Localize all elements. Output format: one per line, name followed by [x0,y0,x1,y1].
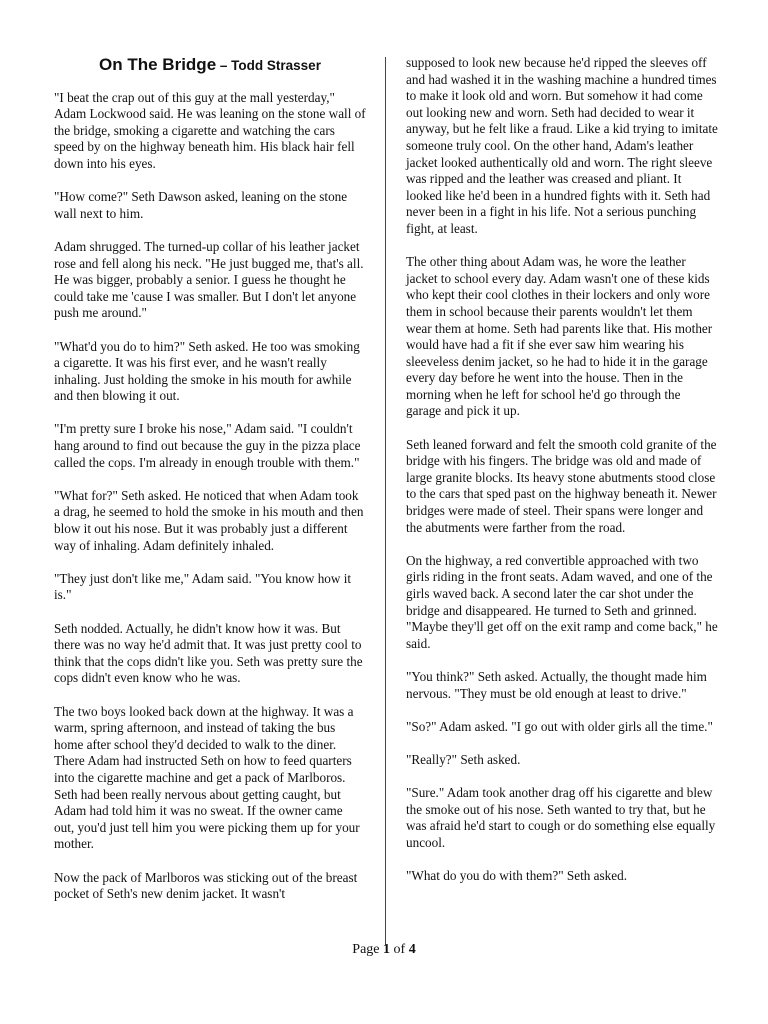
paragraph: "Sure." Adam took another drag off his cigarette and blew the smoke out of his nose. Seth wanted to try that, but he was afraid he'd start to cough or do something else equally uncool. [406,785,716,850]
story-title [54,57,366,75]
paragraph: "I'm pretty sure I broke his nose," Adam said. "I couldn't hang around to find out because the guy in the pizza place called the cops. I'm already in enough trouble with them." [54,421,361,470]
paragraph: supposed to look new because he'd ripped the sleeves off and had washed it in the washing machine a hundred times to make it look old and worn. But somehow it had come out looking new and worn. Seth had decided to wear it anyway, but he felt like a fraud. Like a kid trying to imitate someone truly cool. On the other hand, Adam's leather jacket looked authentically old and worn. The right sleeve was ripped and the leather was creased and pliant. It looked like he'd been in a hundred fights with it. Seth had never been in a fight in his life. Not a serious punching fight, at least. [406,55,718,236]
column-divider [385,57,386,945]
page-number: 1 [383,942,391,957]
page-label: Page [352,942,380,957]
paragraph: "I beat the crap out of this guy at the mall yesterday," Adam Lockwood said. He was leaning on the stone wall of the bridge, smoking a cigarette and watching the cars speed by on the highway beneath him. His black hair fell down into his eyes. [54,89,366,171]
paragraph: "What for?" Seth asked. He noticed that when Adam took a drag, he seemed to hold the smoke in his mouth and then blow it out his nose. But it was probably just a different way of inhaling. Adam definitely inhaled. [54,487,364,553]
paragraph: The two boys looked back down at the highway. It was a warm, spring afternoon, and instead of taking the bus home after school they'd decided to walk to the diner. There Adam had instructed Seth on how to feed quarters into the cigarette machine and get a pack of Marlboros. Seth had been really nervous about getting caught, but Adam had told him it was no sweat. If the owner came out, you'd just tell him you were picking them up for your mother. [54,703,360,852]
left-column [54,55,366,919]
paragraph: Now the pack of Marlboros was sticking out of the breast pocket of Seth's new denim jacket. It wasn't [54,869,358,902]
title-separator: – [216,58,232,73]
paragraph: On the highway, a red convertible approached with two girls riding in the front seats. Adam waved, and one of the girls waved back. A second later the car shot under the bridge and disappeared. He turned to Seth and grinned. "Maybe they'll get off on the exit ramp and come back," he said. [406,552,718,651]
paragraph: "Really?" Seth asked. [406,751,521,767]
paragraph: The other thing about Adam was, he wore the leather jacket to school every day. Adam wasn't one of these kids who kept their cool clothes in their lockers and only wore them in school because their parents wouldn't let them wear them at home. Seth had parents like that. His mother would have had a fit if she ever saw him wearing his sleeveless denim jacket, so he had to hide it in the garage every day before he went into the house. Then in the morning when he left for school he'd go through the garage and pick it up. [406,254,713,419]
paragraph: Seth nodded. Actually, he didn't know how it was. But there was no way he'd admit that. It was just pretty cool to think that the cops didn't like you. Seth was pretty sure the cops didn't even know who he was. [54,620,363,686]
title-text: On The Bridge [99,55,217,74]
paragraph: "So?" Adam asked. "I go out with older girls all the time." [406,718,713,734]
paragraph: "You think?" Seth asked. Actually, the thought made him nervous. "They must be old enough at least to drive." [406,668,707,701]
total-pages: 4 [408,942,416,957]
author-name: Todd Strasser [231,58,321,73]
paragraph: "What do you do with them?" Seth asked. [406,868,627,884]
of-label: of [393,942,406,957]
paragraph: "What'd you do to him?" Seth asked. He too was smoking a cigarette. It was his first ever, and he wasn't really inhaling. Just holding the smoke in his mouth for awhile and then blowing it out. [54,338,360,404]
right-column [406,55,718,901]
paragraph: "They just don't like me," Adam said. "You know how it is." [54,570,352,603]
paragraph: Seth leaned forward and felt the smooth cold granite of the bridge with his fingers. The bridge was old and made of large granite blocks. Its heavy stone abutments stood close to the cars that sped past on the highway beneath it. Newer bridges were made of steel. Their spans were longer and the abutments were farther from the road. [406,436,717,535]
paragraph: "How come?" Seth Dawson asked, leaning on the stone wall next to him. [54,189,348,221]
paragraph: Adam shrugged. The turned-up collar of his leather jacket rose and fell along his neck. "He just bugged me, that's all. He was bigger, probably a senior. I guess he thought he could take me 'cause I was smaller. But I don't let anyone push me around." [54,238,364,321]
page-footer [0,942,768,958]
